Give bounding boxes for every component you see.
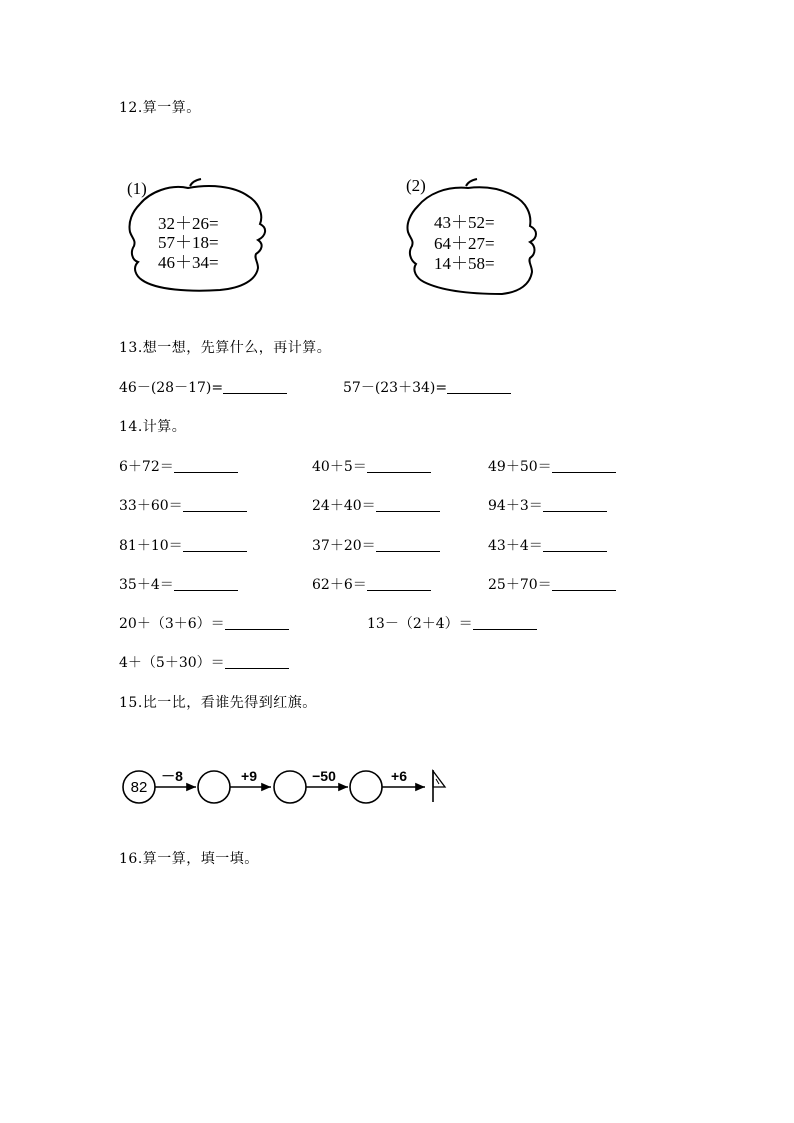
leaf-2-line-1: 43＋52=: [434, 213, 495, 232]
start-value: 82: [130, 779, 148, 796]
q14-expr: 13－（2＋4）＝: [367, 616, 473, 632]
leaf-1-label: (1): [127, 179, 147, 198]
q13-item-1-expr: 46－(28－17)=: [119, 380, 224, 396]
op-3: −50: [312, 768, 336, 784]
q14-expr: 6＋72＝: [119, 459, 174, 475]
q14-expr: 62＋6＝: [312, 577, 367, 593]
leaf-1-line-3: 46＋34=: [158, 253, 219, 272]
red-flag-icon: [433, 770, 445, 802]
q13-title: 13.想一想，先算什么，再计算。: [119, 340, 332, 356]
op-4: +6: [391, 768, 407, 784]
op-1: －8: [161, 768, 183, 784]
q14-expr: 43＋4＝: [488, 538, 543, 554]
q16-title: 16.算一算，填一填。: [119, 851, 259, 867]
op-2: +9: [241, 768, 257, 784]
leaf-1-line-2: 57＋18=: [158, 233, 219, 252]
q12-title: 12.算一算。: [119, 100, 201, 116]
q14-expr: 35＋4＝: [119, 577, 174, 593]
q14-expr: 94＋3＝: [488, 498, 543, 514]
leaf-1-line-1: 32＋26=: [158, 214, 219, 233]
q14-expr: 20＋（3＋6）＝: [119, 616, 225, 632]
q14-expr: 33＋60＝: [119, 498, 183, 514]
q15-title: 15.比一比，看谁先得到红旗。: [119, 695, 317, 711]
leaf-2-line-2: 64＋27=: [434, 234, 495, 253]
q14-expr: 25＋70＝: [488, 577, 552, 593]
q14-expr: 40＋5＝: [312, 459, 367, 475]
q14-expr: 24＋40＝: [312, 498, 376, 514]
answer-circle-1[interactable]: [198, 771, 230, 803]
answer-circle-3[interactable]: [350, 771, 382, 803]
q14-expr: 81＋10＝: [119, 538, 183, 554]
q13-item-2-expr: 57－(23＋34)=: [343, 380, 448, 396]
q14-expr: 49＋50＝: [488, 459, 552, 475]
leaf-2-label: (2): [406, 176, 426, 195]
leaf-2-line-3: 14＋58=: [434, 254, 495, 273]
q14-expr: 4＋（5＋30）＝: [119, 655, 225, 671]
q14-expr: 37＋20＝: [312, 538, 376, 554]
q14-title: 14.计算。: [119, 419, 187, 435]
answer-circle-2[interactable]: [274, 771, 306, 803]
